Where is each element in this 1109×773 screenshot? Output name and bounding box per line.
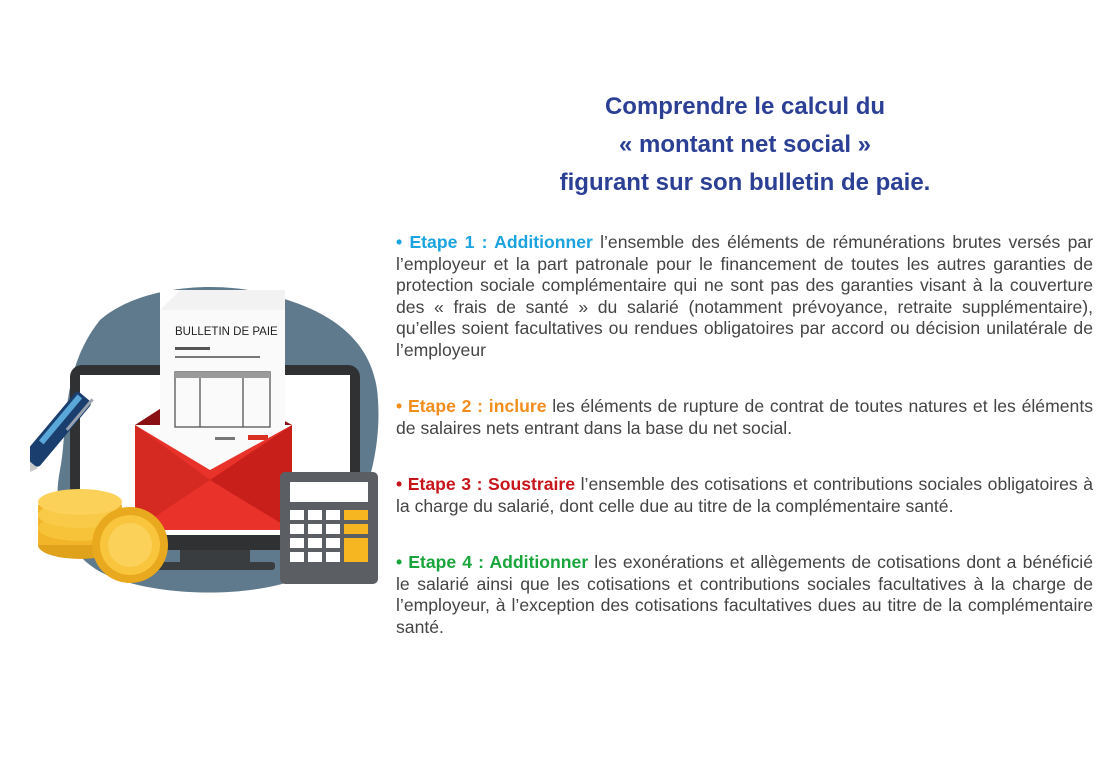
step-1: [396, 232, 1093, 361]
step-4-label: Etape 4 : Additionner: [408, 552, 589, 572]
step-2: [396, 396, 1093, 439]
step-3-text: l’ensemble des cotisations et contributions sociales obligatoires à la charge du salarié, dont celle due au titre de la complémentaire santé.: [396, 474, 1094, 516]
step-1-text: l’ensemble des éléments de rémunérations brutes versés par l’employeur et la part patronale pour le financement de toutes les autres garanties de protection sociale complémentaire qui ne sont pas des garanties visant à la couverture des « frais de santé » du salarié (notamment prévoyance, retraite supplémentaire), qu’elles soient facultatives ou rendues obligatoires par accord ou décision unilatérale de l’employeur: [396, 232, 1093, 360]
page-title: [470, 88, 1020, 202]
step-2-bullet: •: [396, 396, 403, 416]
step-1-bullet: •: [396, 232, 403, 252]
title-line-2: « montant net social »: [618, 131, 872, 158]
step-1-label: Etape 1 : Additionner: [409, 232, 593, 252]
title-line-1: Comprendre le calcul du: [604, 93, 886, 120]
calculator-icon: [280, 472, 378, 584]
steps-list: [396, 232, 1093, 638]
step-2-label: Etape 2 : inclure: [407, 396, 547, 416]
step-3-bullet: •: [396, 474, 403, 494]
step-4: [396, 552, 1093, 638]
step-3: [396, 474, 1093, 517]
step-4-text: les exonérations et allègements de cotisations dont a bénéficié le salarié ainsi que les cotisations et contributions sociales facultatives à la charge de l’employeur, à l’exception des cotisations facultatives dues au titre de la complémentaire santé.: [396, 552, 1093, 637]
title-line-3: figurant sur son bulletin de paie.: [559, 169, 931, 196]
payslip-illustration: [30, 280, 390, 600]
bulletin-label: BULLETIN DE PAIE: [175, 326, 278, 338]
step-3-label: Etape 3 : Soustraire: [407, 474, 576, 494]
step-4-bullet: •: [396, 552, 403, 572]
step-2-text: les éléments de rupture de contrat de toutes natures et les éléments de salaires nets entrant dans la base du net social.: [396, 396, 1093, 438]
